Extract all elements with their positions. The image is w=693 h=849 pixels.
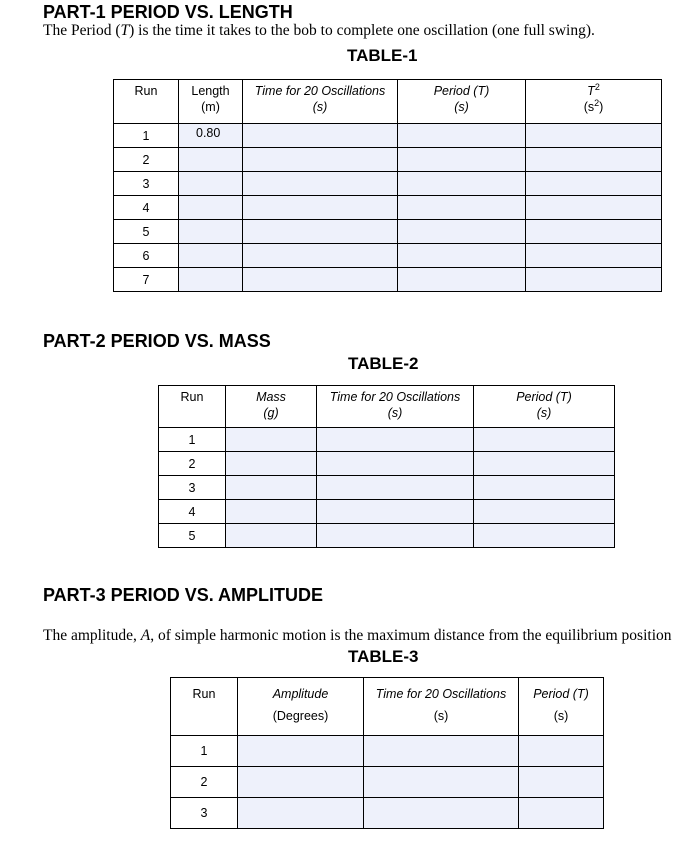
table1-input-cell[interactable]	[243, 244, 398, 268]
table3-header-run	[171, 678, 238, 736]
table1-row	[114, 148, 662, 172]
table1-input-cell[interactable]	[398, 220, 526, 244]
table1-title: TABLE-1	[347, 46, 418, 65]
table2-row	[159, 452, 615, 476]
table1-header-period	[398, 80, 526, 124]
t1-h-run: Run	[134, 84, 158, 98]
t1-h-tsq-base: T	[587, 84, 595, 98]
table3-run-cell: 3	[171, 798, 238, 829]
table2-row	[159, 428, 615, 452]
table2-input-cell[interactable]	[474, 500, 615, 524]
table1-input-cell[interactable]	[526, 124, 662, 148]
t1-h-length-unit: (m)	[201, 100, 220, 114]
table3-input-cell[interactable]	[364, 767, 519, 798]
table1-input-cell[interactable]	[398, 124, 526, 148]
table1-row	[114, 268, 662, 292]
t2-h-run: Run	[180, 390, 204, 404]
part3-intro-symbol: A	[140, 627, 151, 644]
table1-input-cell[interactable]	[243, 196, 398, 220]
table2-title: TABLE-2	[348, 354, 419, 373]
table1-length-cell[interactable]	[179, 244, 243, 268]
t1-h-tsq-unit-exp: 2	[594, 97, 600, 108]
t3-h-period: Period (T)	[533, 687, 589, 701]
table1-length-cell[interactable]	[179, 172, 243, 196]
table2-input-cell[interactable]	[226, 452, 317, 476]
table1-input-cell[interactable]	[398, 268, 526, 292]
table2-input-cell[interactable]	[317, 452, 474, 476]
table2-input-cell[interactable]	[226, 524, 317, 548]
part1-intro-b: ) is the time it takes to the bob to complete one oscillation (one full swing).	[129, 22, 595, 39]
table2-input-cell[interactable]	[317, 428, 474, 452]
t2-h-period: Period (T)	[516, 390, 572, 404]
table1-input-cell[interactable]	[526, 268, 662, 292]
table1-length-cell[interactable]	[179, 196, 243, 220]
table1-run-cell: 4	[114, 196, 179, 220]
t3-h-amplitude-unit: (Degrees)	[272, 709, 329, 723]
table1-header-time	[243, 80, 398, 124]
t1-h-tsq-unit-a: (s	[583, 100, 595, 114]
table1-header-row	[114, 80, 662, 124]
table2-run-cell: 4	[159, 500, 226, 524]
table2-header-row	[159, 386, 615, 428]
table2-row	[159, 524, 615, 548]
t3-h-amplitude: Amplitude	[272, 687, 329, 701]
table1-row	[114, 196, 662, 220]
table3-input-cell[interactable]	[238, 767, 364, 798]
table1-length-cell[interactable]: 0.80	[179, 124, 243, 148]
table2-input-cell[interactable]	[226, 500, 317, 524]
table3-row	[171, 798, 604, 829]
table1-row	[114, 124, 662, 148]
table1-input-cell[interactable]	[526, 220, 662, 244]
table2-input-cell[interactable]	[474, 428, 615, 452]
table1-length-cell[interactable]	[179, 220, 243, 244]
table1-input-cell[interactable]	[243, 268, 398, 292]
table3-input-cell[interactable]	[519, 798, 604, 829]
table2-input-cell[interactable]	[317, 500, 474, 524]
table1-input-cell[interactable]	[243, 172, 398, 196]
table1-input-cell[interactable]	[398, 172, 526, 196]
table1-input-cell[interactable]	[398, 244, 526, 268]
table-2	[158, 385, 615, 548]
part3-intro	[43, 627, 672, 645]
t2-h-time-unit: (s)	[387, 406, 403, 420]
table1-input-cell[interactable]	[526, 172, 662, 196]
table2-header-period	[474, 386, 615, 428]
table2-run-cell: 2	[159, 452, 226, 476]
table1-run-cell: 7	[114, 268, 179, 292]
table2-header-time	[317, 386, 474, 428]
table2-run-cell: 3	[159, 476, 226, 500]
table2-header-run	[159, 386, 226, 428]
table1-run-cell: 2	[114, 148, 179, 172]
table2-run-cell: 1	[159, 428, 226, 452]
table1-input-cell[interactable]	[526, 148, 662, 172]
table1-input-cell[interactable]	[398, 196, 526, 220]
part1-intro	[43, 22, 595, 40]
table1-input-cell[interactable]	[526, 196, 662, 220]
table1-run-cell: 5	[114, 220, 179, 244]
t3-h-run: Run	[192, 687, 216, 701]
table1-run-cell: 6	[114, 244, 179, 268]
t1-h-tsq-exp: 2	[594, 81, 600, 92]
table1-length-cell[interactable]	[179, 268, 243, 292]
t1-h-tsq-unit-b: )	[599, 100, 604, 114]
table2-run-cell: 5	[159, 524, 226, 548]
part2-heading: PART-2 PERIOD VS. MASS	[43, 331, 271, 351]
table2-input-cell[interactable]	[474, 452, 615, 476]
table2-row	[159, 476, 615, 500]
table2-input-cell[interactable]	[317, 476, 474, 500]
t1-h-period-unit: (s)	[454, 100, 469, 114]
t1-h-period: Period (T)	[433, 84, 490, 98]
table1-input-cell[interactable]	[243, 220, 398, 244]
t1-h-length: Length	[191, 84, 230, 98]
table3-header-amplitude	[238, 678, 364, 736]
table1-header-tsq	[526, 80, 662, 124]
table1-input-cell[interactable]	[243, 148, 398, 172]
t2-h-mass: Mass	[256, 390, 286, 404]
part1-intro-a: The Period (	[43, 22, 121, 39]
t3-h-time: Time for 20 Oscillations	[375, 687, 507, 701]
table3-header-row	[171, 678, 604, 736]
table1-row	[114, 220, 662, 244]
table3-input-cell[interactable]	[238, 798, 364, 829]
table3-run-cell: 1	[171, 736, 238, 767]
table1-length-cell[interactable]	[179, 148, 243, 172]
table1-input-cell[interactable]	[526, 244, 662, 268]
table2-row	[159, 500, 615, 524]
table1-header-run	[114, 80, 179, 124]
table1-row	[114, 172, 662, 196]
t2-h-mass-unit: (g)	[263, 406, 279, 420]
t2-h-time: Time for 20 Oscillations	[329, 390, 461, 404]
table2-header-mass	[226, 386, 317, 428]
t1-h-time-unit: (s)	[312, 100, 328, 114]
table3-run-cell: 2	[171, 767, 238, 798]
table-1	[113, 79, 662, 292]
table2-input-cell[interactable]	[317, 524, 474, 548]
t3-h-period-unit: (s)	[553, 709, 569, 723]
table3-input-cell[interactable]	[364, 736, 519, 767]
table3-input-cell[interactable]	[519, 736, 604, 767]
table3-title: TABLE-3	[348, 647, 419, 666]
table2-input-cell[interactable]	[226, 428, 317, 452]
table1-input-cell[interactable]	[398, 148, 526, 172]
part3-intro-b: , of simple harmonic motion is the maximum distance from the equilibrium position	[150, 627, 672, 644]
table-3	[170, 677, 604, 829]
part3-intro-a: The amplitude,	[43, 627, 141, 644]
table3-row	[171, 736, 604, 767]
part3-heading: PART-3 PERIOD VS. AMPLITUDE	[43, 585, 324, 605]
table3-input-cell[interactable]	[364, 798, 519, 829]
table1-row	[114, 244, 662, 268]
table3-header-period	[519, 678, 604, 736]
table1-input-cell[interactable]	[243, 124, 398, 148]
table1-header-length	[179, 80, 243, 124]
table2-input-cell[interactable]	[474, 524, 615, 548]
t1-h-time: Time for 20 Oscillations	[254, 84, 386, 98]
table3-input-cell[interactable]	[519, 767, 604, 798]
table3-input-cell[interactable]	[238, 736, 364, 767]
t3-h-time-unit: (s)	[433, 709, 449, 723]
part1-heading: PART-1 PERIOD VS. LENGTH	[43, 2, 293, 22]
table2-input-cell[interactable]	[226, 476, 317, 500]
part1-intro-symbol: T	[120, 22, 130, 39]
table1-run-cell: 1	[114, 124, 179, 148]
t2-h-period-unit: (s)	[536, 406, 552, 420]
table1-run-cell: 3	[114, 172, 179, 196]
table2-input-cell[interactable]	[474, 476, 615, 500]
table3-header-time	[364, 678, 519, 736]
table3-row	[171, 767, 604, 798]
